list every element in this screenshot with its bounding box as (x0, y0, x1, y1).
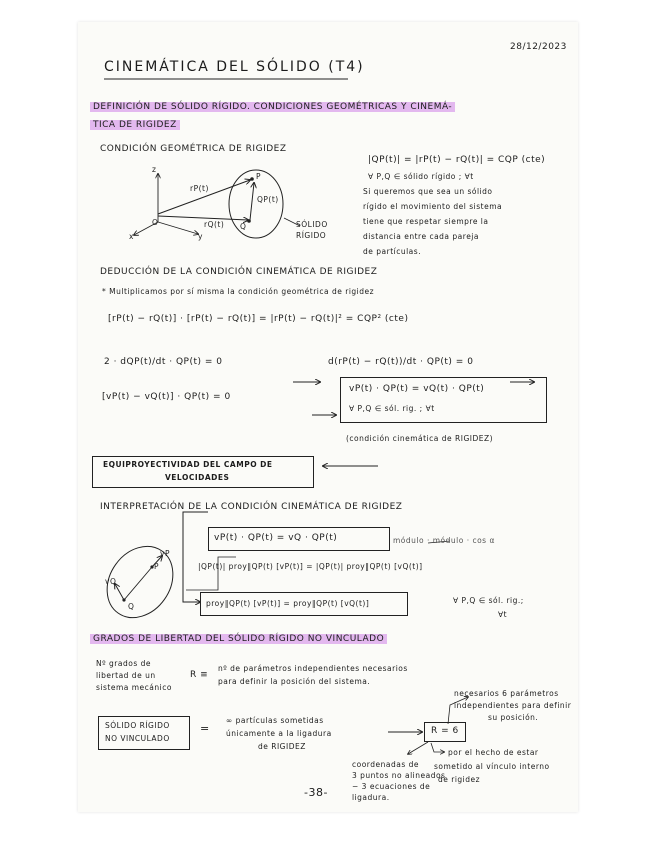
vector-rq-label: rQ(t) (204, 220, 225, 229)
section2-intro: * Multiplicamos por sí misma la condición geométrica de rigidez (102, 287, 375, 296)
particles-description-line2: únicamente a la ligadura (226, 729, 332, 738)
kinematic-condition-caption: (condición cinemática de RIGIDEZ) (346, 434, 494, 443)
note-line: distancia entre cada pareja (363, 232, 479, 241)
unconstrained-rigid-solid-box (98, 716, 190, 750)
note-line: tiene que respetar siempre la (363, 217, 489, 226)
top-note-line1: necesarios 6 parámetros (454, 689, 559, 698)
bottom-note-line1: por el hecho de estar (448, 748, 539, 757)
kinematic-condition-subheading: DEDUCCIÓN DE LA CONDICIÓN CINEMÁTICA DE RIGIDEZ (100, 267, 378, 277)
degrees-of-freedom-heading: GRADOS DE LIBERTAD DEL SÓLIDO RÍGIDO NO VINCULADO (90, 634, 387, 644)
equation-derivative-right: d(rP(t) − rQ(t))/dt · QP(t) = 0 (328, 357, 474, 367)
rigid-solid-label-line1: SÓLIDO (296, 220, 328, 229)
point-q-label: Q (240, 222, 247, 231)
unconstrained-box-line2: NO VINCULADO (105, 734, 170, 743)
gl-label-line1: Nº grados de (96, 659, 151, 668)
equation-dot-product: [rP(t) − rQ(t)] · [rP(t) − rQ(t)] = |rP(t) − rQ(t)|² = CQP² (cte) (108, 314, 409, 324)
projection-result-box (200, 592, 408, 616)
projection-forall-line1: ∀ P,Q ∈ sól. rig.; (453, 596, 524, 605)
page-number: -38- (304, 786, 328, 799)
kinematic-condition-equation: vP(t) · QP(t) = vQ(t) · QP(t) (349, 384, 485, 394)
projection-equation: |QP(t)| proy‖QP(t) [vP(t)] = |QP(t)| proy‖QP(t) [vQ(t)] (198, 562, 423, 571)
note-line: de partículas. (363, 247, 422, 256)
origin-label: O (152, 218, 159, 227)
section1-heading-line2: TICA DE RIGIDEZ (90, 120, 180, 130)
interpretation-subheading: INTERPRETACIÓN DE LA CONDICIÓN CINEMÁTICA DE RIGIDEZ (100, 502, 403, 512)
date: 28/12/2023 (510, 42, 567, 52)
equiprojectivity-line1: EQUIPROYECTIVIDAD DEL CAMPO DE (103, 460, 273, 469)
r-definition-line1: nº de parámetros independientes necesarios (218, 664, 408, 673)
r-definition-line2: para definir la posición del sistema. (218, 677, 371, 686)
dof-result-box (424, 722, 466, 742)
equals-sign: = (200, 722, 210, 735)
projection-result-equation: proy‖QP(t) [vP(t)] = proy‖QP(t) [vQ(t)] (206, 599, 370, 608)
gl-label-line3: sistema mecánico (96, 683, 172, 692)
interp-vp-label: vP (160, 549, 170, 558)
axis-z-label: z (152, 165, 157, 174)
unconstrained-box-line1: SÓLIDO RÍGIDO (105, 721, 170, 730)
particles-description-line3: de RIGIDEZ (258, 742, 306, 751)
interp-point-q-label: Q (128, 602, 135, 611)
top-note-line3: su posición. (488, 713, 539, 722)
equation-derivative-left: 2 · dQP(t)/dt · QP(t) = 0 (104, 357, 223, 367)
geometric-condition-forall: ∀ P,Q ∈ sólido rígido ; ∀t (368, 172, 474, 181)
bottom-note-line3: de rigidez (438, 775, 481, 784)
left-note-line4: ligadura. (352, 793, 390, 802)
geometric-condition-subheading: CONDICIÓN GEOMÉTRICA DE RIGIDEZ (100, 144, 287, 154)
bottom-note-line2: sometido al vínculo interno (434, 762, 550, 771)
top-note-line2: independientes para definir (454, 701, 572, 710)
left-note-line1: coordenadas de (352, 760, 419, 769)
axis-y-label: y (198, 232, 203, 241)
interpretation-equation: vP(t) · QP(t) = vQ · QP(t) (214, 533, 338, 543)
particles-description-line1: ∞ partículas sometidas (226, 716, 324, 725)
interpretation-equation-box (208, 527, 390, 551)
rigid-solid-label-line2: RÍGIDO (296, 231, 327, 240)
dof-result: R = 6 (431, 726, 459, 736)
interp-vq-label: vQ (105, 577, 117, 586)
vector-qp-label: QP(t) (257, 195, 279, 204)
left-note-line3: − 3 ecuaciones de (352, 782, 431, 791)
note-line: Si queremos que sea un sólido (363, 187, 493, 196)
notebook-page (78, 22, 578, 812)
equiprojectivity-line2: VELOCIDADES (165, 473, 230, 482)
vector-rp-label: rP(t) (190, 184, 209, 193)
r-definition-label: R ≡ (190, 670, 209, 680)
page-title: CINEMÁTICA DEL SÓLIDO (T4) (104, 59, 365, 75)
projection-forall-line2: ∀t (498, 610, 508, 619)
interp-point-p-label: P (154, 562, 160, 571)
equiprojectivity-box (92, 456, 314, 488)
axis-x-label: x (129, 232, 134, 241)
note-line: rígido el movimiento del sistema (363, 202, 503, 211)
equation-velocity-difference: [vP(t) − vQ(t)] · QP(t) = 0 (102, 392, 231, 402)
point-p-label: P (256, 172, 262, 181)
kinematic-condition-forall: ∀ P,Q ∈ sól. rig. ; ∀t (349, 404, 435, 413)
section1-heading-line1: DEFINICIÓN DE SÓLIDO RÍGIDO. CONDICIONES GEOMÉTRICAS Y CINEMÁ- (90, 102, 455, 112)
dot-product-note: módulo · módulo · cos α (393, 536, 495, 545)
geometric-condition-equation: |QP(t)| = |rP(t) − rQ(t)| = CQP (cte) (368, 155, 546, 165)
left-note-line2: 3 puntos no alineados (352, 771, 446, 780)
kinematic-condition-box (340, 377, 547, 423)
gl-label-line2: libertad de un (96, 671, 156, 680)
